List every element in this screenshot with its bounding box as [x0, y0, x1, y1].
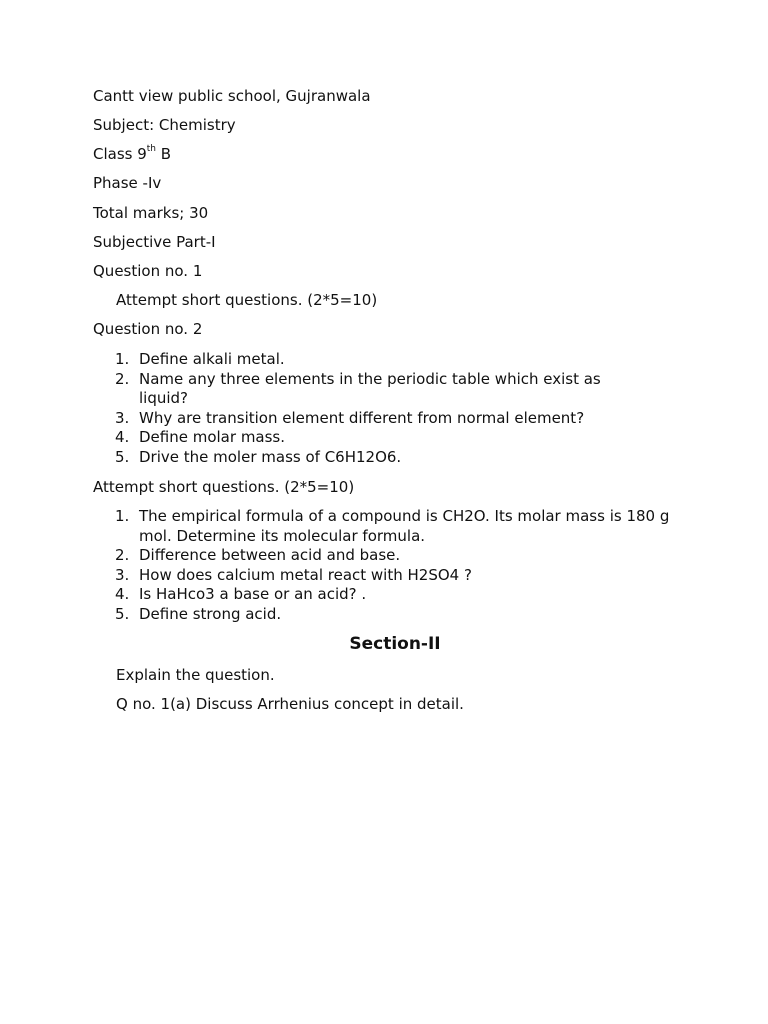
list-item-number: 1. [115, 507, 130, 525]
list-item-number: 3. [115, 408, 130, 427]
list-item-number: 2. [115, 369, 130, 388]
question-3-instruction: Attempt short questions. (2*5=10) [93, 478, 355, 496]
list-item [93, 585, 693, 605]
list-item-number: 3. [115, 565, 130, 584]
class-superscript: th [146, 144, 157, 154]
subject-line: Subject: Chemistry [93, 116, 236, 134]
list-item [93, 546, 693, 566]
question-1-heading: Question no. 1 [93, 262, 203, 280]
list-item [93, 566, 693, 586]
question-2-heading: Question no. 2 [93, 320, 203, 338]
list-item-text: Define strong acid. [139, 604, 282, 623]
class-line [93, 145, 171, 164]
list-item-text: Name any three elements in the periodic table which exist as liquid? [139, 369, 601, 408]
list-item-number: 5. [115, 447, 130, 466]
list-item-text: Define alkali metal. [139, 350, 285, 368]
list-item-text: Why are transition element different from normal element? [139, 408, 585, 427]
list-item-number: 5. [115, 604, 130, 623]
question-2-list [93, 350, 693, 468]
section-2-question: Q no. 1(a) Discuss Arrhenius concept in detail. [116, 695, 464, 713]
list-item [93, 409, 693, 429]
list-item-text: How does calcium metal react with H2SO4 ? [139, 565, 472, 584]
section-2-heading: Section-II [349, 634, 441, 654]
list-item-text: Drive the moler mass of C6H12O6. [139, 447, 402, 466]
list-item-number: 4. [115, 428, 130, 447]
list-item [93, 428, 693, 448]
total-marks-line: Total marks; 30 [93, 204, 209, 222]
list-item [93, 370, 644, 409]
question-3-list [93, 507, 693, 625]
list-item-text: Is HaHco3 a base or an acid? . [139, 585, 367, 604]
list-item-number: 1. [115, 350, 130, 368]
phase-line: Phase -Iv [93, 174, 162, 192]
list-item-text: Difference between acid and base. [139, 546, 401, 565]
list-item-text: The empirical formula of a compound is CH2O. Its molar mass is 180 g mol. Determine its molecular formula. [139, 507, 670, 545]
list-item [93, 507, 684, 546]
school-name: Cantt view public school, Gujranwala [93, 87, 371, 105]
section-2-instruction: Explain the question. [116, 666, 275, 684]
list-item-text: Define molar mass. [139, 428, 286, 447]
list-item-number: 4. [115, 585, 130, 604]
list-item-number: 2. [115, 546, 130, 565]
list-item [93, 448, 693, 468]
part-heading: Subjective Part-I [93, 233, 216, 251]
list-item [93, 350, 693, 370]
class-prefix: Class 9 [93, 145, 147, 163]
class-suffix: B [156, 145, 172, 163]
question-1-instruction: Attempt short questions. (2*5=10) [116, 291, 378, 309]
list-item [93, 605, 693, 625]
